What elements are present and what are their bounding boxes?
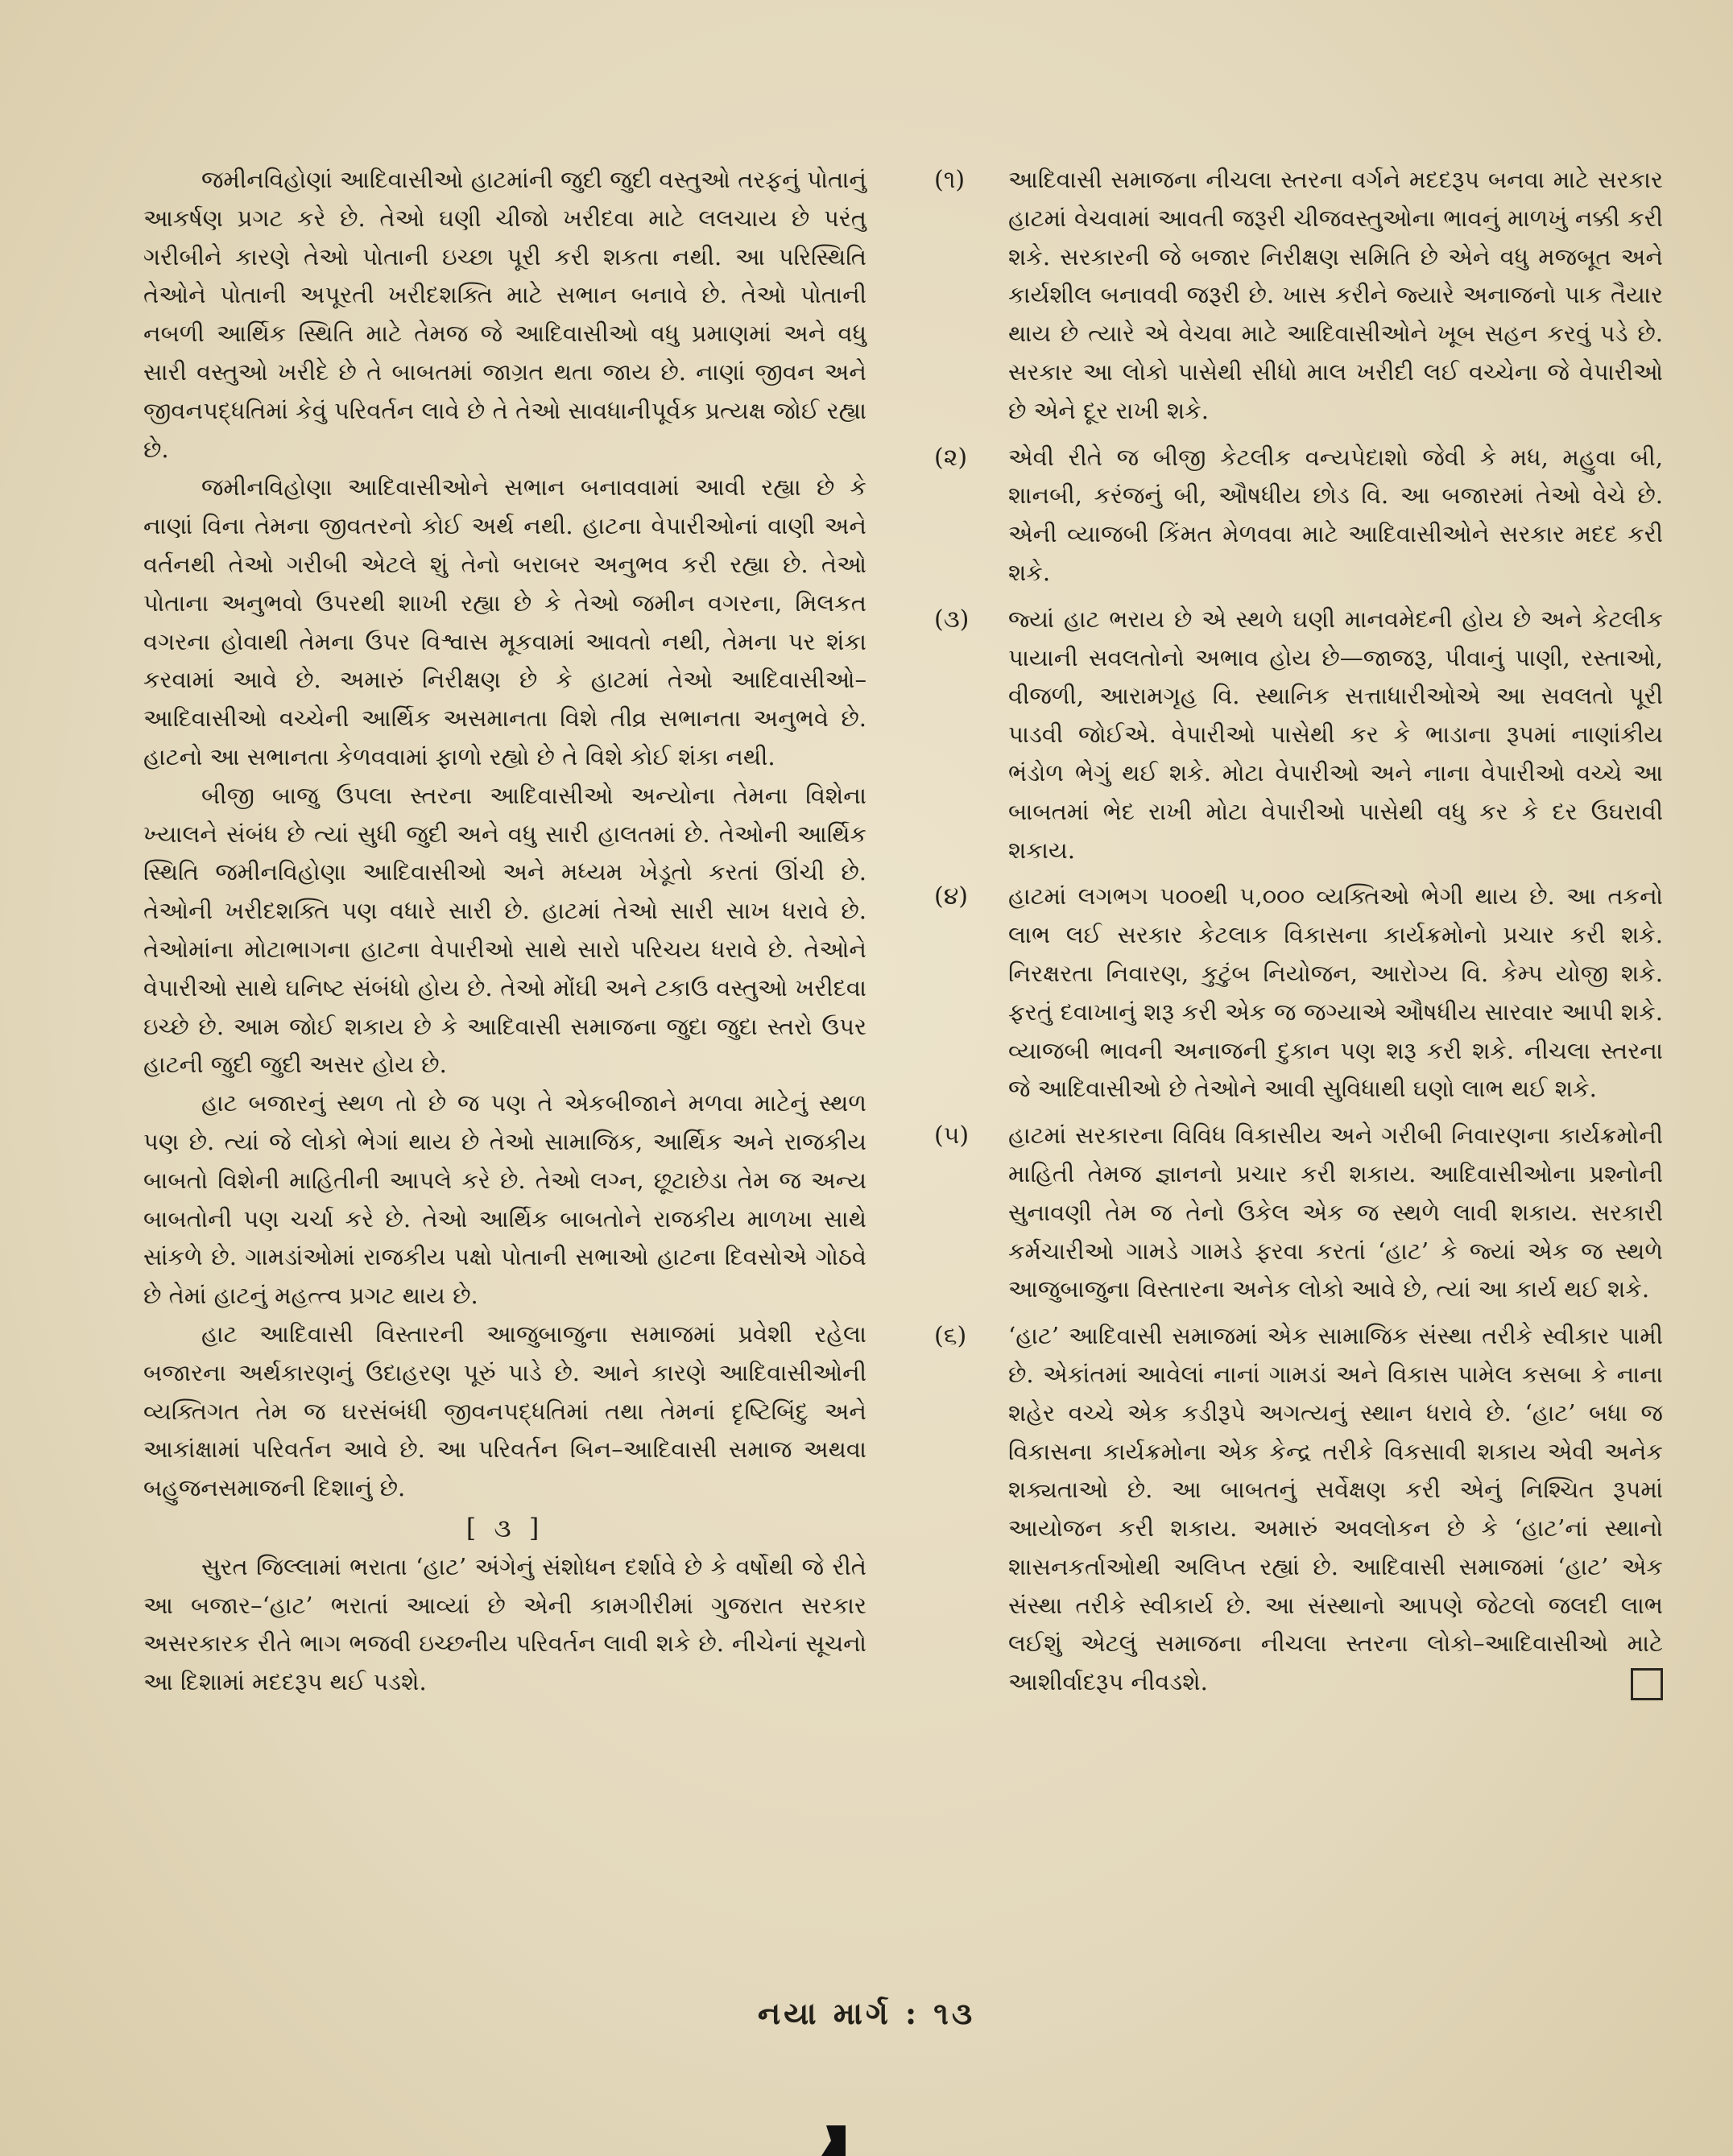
item-number: (૨) — [934, 443, 968, 472]
suggestion-item — [934, 439, 1663, 593]
suggestion-item — [934, 601, 1663, 870]
suggestion-item — [934, 161, 1663, 431]
end-mark-icon — [1631, 1668, 1663, 1700]
item-text: હાટમાં સરકારના વિવિધ વિકાસીય અને ગરીબી નિવારણના કાર્યક્રમોની માહિતી તેમજ જ્ઞાનનો પ્રચાર કરી શકાય. આદિવાસીઓના પ્રશ્નોની સુનાવણી તેમ જ તેનો ઉકેલ એક જ સ્થળે લાવી શકાય. સરકારી કર્મચારીઓ ગામડે ગામડે ફરવા કરતાં ‘હાટ’ કે જ્યાં એક જ સ્થળે આજુબાજુના વિસ્તારના અનેક લોકો આવે છે, ત્યાં આ કાર્ય થઈ શકે. — [1008, 1121, 1663, 1303]
left-column — [143, 161, 866, 1702]
item-text: જ્યાં હાટ ભરાય છે એ સ્થળે ઘણી માનવમેદની હોય છે અને કેટલીક પાયાની સવલતોનો અભાવ હોય છે—જાજરૂ, પીવાનું પાણી, રસ્તાઓ, વીજળી, આરામગૃહ વિ. સ્થાનિક સત્તાધારીઓએ આ સવલતો પૂરી પાડવી જોઈએ. વેપારીઓ પાસેથી કર કે ભાડાના રૂપમાં નાણાંકીય ભંડોળ ભેગું થઈ શકે. મોટા વેપારીઓ અને નાના વેપારીઓ વચ્ચે આ બાબતમાં ભેદ રાખી મોટા વેપારીઓ પાસેથી વધુ કર કે દર ઉઘરાવી શકાય. — [1008, 605, 1663, 864]
right-column — [934, 161, 1663, 1710]
item-text-wrapper — [1008, 1317, 1663, 1702]
item-number: (૫) — [934, 1121, 970, 1150]
closing-paragraph: સુરત જિલ્લામાં ભરાતા ‘હાટ’ અંગેનું સંશોધન દર્શાવે છે કે વર્ષોથી જે રીતે આ બજાર–‘હાટ’ ભરાતાં આવ્યાં છે એની કામગીરીમાં ગુજરાત સરકાર અસરકારક રીતે ભાગ ભજવી ઇચ્છનીય પરિવર્તન લાવી શકે છે. નીચેનાં સૂચનો આ દિશામાં મદદરૂપ થઈ પડશે. — [143, 1552, 866, 1696]
suggestion-item — [934, 1317, 1663, 1702]
paragraph: બીજી બાજુ ઉપલા સ્તરના આદિવાસીઓ અન્યોના તેમના વિશેના ખ્યાલને સંબંધ છે ત્યાં સુધી જુદી અને વધુ સારી હાલતમાં છે. તેઓની આર્થિક સ્થિતિ જમીનવિહોણા આદિવાસીઓ અને મધ્યમ ખેડૂતો કરતાં ઊંચી છે. તેઓની ખરીદશક્તિ પણ વધારે સારી છે. હાટમાં તેઓ સારી સાખ ધરાવે છે. તેઓમાંના મોટાભાગના હાટના વેપારીઓ સાથે સારો પરિચય ધરાવે છે. તેઓને વેપારીઓ સાથે ઘનિષ્ટ સંબંધો હોય છે. તેઓ મોંઘી અને ટકાઉ વસ્તુઓ ખરીદવા ઇચ્છે છે. આમ જોઈ શકાય છે કે આદિવાસી સમાજના જુદા જુદા સ્તરો ઉપર હાટની જુદી જુદી અસર હોય છે. — [143, 781, 866, 1079]
item-number: (૪) — [934, 882, 969, 911]
section-marker: [ ૩ ] — [465, 1512, 544, 1543]
item-number: (૬) — [934, 1322, 967, 1351]
item-number: (૧) — [934, 166, 966, 194]
suggestion-item — [934, 1117, 1663, 1309]
suggestion-item — [934, 878, 1663, 1109]
paper-tear — [821, 2125, 846, 2156]
item-text: ‘હાટ’ આદિવાસી સમાજમાં એક સામાજિક સંસ્થા તરીકે સ્વીકાર પામી છે. એકાંતમાં આવેલાં નાનાં ગામડાં અને વિકાસ પામેલ કસબા કે નાના શહેર વચ્ચે એક કડીરૂપે અગત્યનું સ્થાન ધરાવે છે. ‘હાટ’ બધા જ વિકાસના કાર્યક્રમોના એક કેન્દ્ર તરીકે વિકસાવી શકાય એવી અનેક શક્યતાઓ છે. આ બાબતનું સર્વેક્ષણ કરી એનું નિશ્ચિત રૂપમાં આયોજન કરી શકાય. અમારું અવલોકન છે કે ‘હાટ’નાં સ્થાનો શાસનકર્તાઓથી અલિપ્ત રહ્યાં છે. આદિવાસી સમાજમાં ‘હાટ’ એક સંસ્થા તરીકે સ્વીકાર્ય છે. આ સંસ્થાનો આપણે જેટલો જલદી લાભ લઈશું એટલું સમાજના નીચલા સ્તરના લોકો–આદિવાસીઓ માટે આશીર્વાદરૂપ નીવડશે. — [1008, 1322, 1663, 1696]
paragraph: હાટ બજારનું સ્થળ તો છે જ પણ તે એકબીજાને મળવા માટેનું સ્થળ પણ છે. ત્યાં જે લોકો ભેગાં થાય છે તેઓ સામાજિક, આર્થિક અને રાજકીય બાબતો વિશેની માહિતીની આપલે કરે છે. તેઓ લગ્ન, છૂટાછેડા તેમ જ અન્ય બાબતોની પણ ચર્ચા કરે છે. તેઓ આર્થિક બાબતોને રાજકીય માળખા સાથે સાંકળે છે. ગામડાંઓમાં રાજકીય પક્ષો પોતાની સભાઓ હાટના દિવસોએ ગોઠવે છે તેમાં હાટનું મહત્ત્વ પ્રગટ થાય છે. — [143, 1089, 866, 1310]
paragraph: હાટ આદિવાસી વિસ્તારની આજુબાજુના સમાજમાં પ્રવેશી રહેલા બજારના અર્થકારણનું ઉદાહરણ પૂરું પાડે છે. આને કારણે આદિવાસીઓની વ્યક્તિગત તેમ જ ઘરસંબંધી જીવનપદ્ધતિમાં તથા તેમનાં દૃષ્ટિબિંદુ અને આકાંક્ષામાં પરિવર્તન આવે છે. આ પરિવર્તન બિન–આદિવાસી સમાજ અથવા બહુજનસમાજની દિશાનું છે. — [143, 1320, 866, 1502]
item-text: આદિવાસી સમાજના નીચલા સ્તરના વર્ગને મદદરૂપ બનવા માટે સરકાર હાટમાં વેચવામાં આવતી જરૂરી ચીજવસ્તુઓના ભાવનું માળખું નક્કી કરી શકે. સરકારની જે બજાર નિરીક્ષણ સમિતિ છે એને વધુ મજબૂત અને કાર્યશીલ બનાવવી જરૂરી છે. ખાસ કરીને જ્યારે અનાજનો પાક તૈયાર થાય છે ત્યારે એ વેચવા માટે આદિવાસીઓને ખૂબ સહન કરવું પડે છે. સરકાર આ લોકો પાસેથી સીધો માલ ખરીદી લઈ વચ્ચેના જે વેપારીઓ છે એને દૂર રાખી શકે. — [1008, 166, 1663, 424]
item-text: હાટમાં લગભગ ૫૦૦થી ૫,૦૦૦ વ્યક્તિઓ ભેગી થાય છે. આ તકનો લાભ લઈ સરકાર કેટલાક વિકાસના કાર્યક્રમોનો પ્રચાર કરી શકે. નિરક્ષરતા નિવારણ, કુટુંબ નિયોજન, આરોગ્ય વિ. કેમ્પ યોજી શકે. ફરતું દવાખાનું શરૂ કરી એક જ જગ્યાએ ઔષધીય સારવાર આપી શકે. વ્યાજબી ભાવની અનાજની દુકાન પણ શરૂ કરી શકે. નીચલા સ્તરના જે આદિવાસીઓ છે તેઓને આવી સુવિધાથી ઘણો લાભ થઈ શકે. — [1008, 882, 1663, 1103]
paragraph: જમીનવિહોણાં આદિવાસીઓ હાટમાંની જુદી જુદી વસ્તુઓ તરફનું પોતાનું આકર્ષણ પ્રગટ કરે છે. તેઓ ઘણી ચીજો ખરીદવા માટે લલચાય છે પરંતુ ગરીબીને કારણે તેઓ પોતાની ઇચ્છા પૂરી કરી શકતા નથી. આ પરિસ્થિતિ તેઓને પોતાની અપૂરતી ખરીદશક્તિ માટે સભાન બનાવે છે. તેઓ પોતાની નબળી આર્થિક સ્થિતિ માટે તેમજ જે આદિવાસીઓ વધુ પ્રમાણમાં અને વધુ સારી વસ્તુઓ ખરીદે છે તે બાબતમાં જાગ્રત થતા જાય છે. નાણાં જીવન અને જીવનપદ્ધતિમાં કેવું પરિવર્તન લાવે છે તે તેઓ સાવધાનીપૂર્વક પ્રત્યક્ષ જોઈ રહ્યા છે. — [143, 166, 866, 463]
item-text: એવી રીતે જ બીજી કેટલીક વન્યપેદાશો જેવી કે મધ, મહુવા બી, શાનબી, કરંજનું બી, ઔષધીય છોડ વિ. આ બજારમાં તેઓ વેચે છે. એની વ્યાજબી કિંમત મેળવવા માટે આદિવાસીઓને સરકાર મદદ કરી શકે. — [1008, 443, 1664, 586]
page-footer: નયા માર્ગ : ૧૩ — [757, 1995, 976, 2031]
paragraph: જમીનવિહોણા આદિવાસીઓને સભાન બનાવવામાં આવી રહ્યા છે કે નાણાં વિના તેમના જીવતરનો કોઈ અર્થ નથી. હાટના વેપારીઓનાં વાણી અને વર્તનથી તેઓ ગરીબી એટલે શું તેનો બરાબર અનુભવ કરી રહ્યા છે. તેઓ પોતાના અનુભવો ઉપરથી શાખી રહ્યા છે કે તેઓ જમીન વગરના, મિલકત વગરના હોવાથી તેમના ઉપર વિશ્વાસ મૂકવામાં આવતો નથી, તેમના પર શંકા કરવામાં આવે છે. અમારું નિરીક્ષણ છે કે હાટમાં તેઓ આદિવાસીઓ–આદિવાસીઓ વચ્ચેની આર્થિક અસમાનતા વિશે તીવ્ર સભાનતા અનુભવે છે. હાટનો આ સભાનતા કેળવવામાં ફાળો રહ્યો છે તે વિશે કોઈ શંકા નથી. — [143, 473, 866, 770]
item-number: (૩) — [934, 605, 970, 634]
